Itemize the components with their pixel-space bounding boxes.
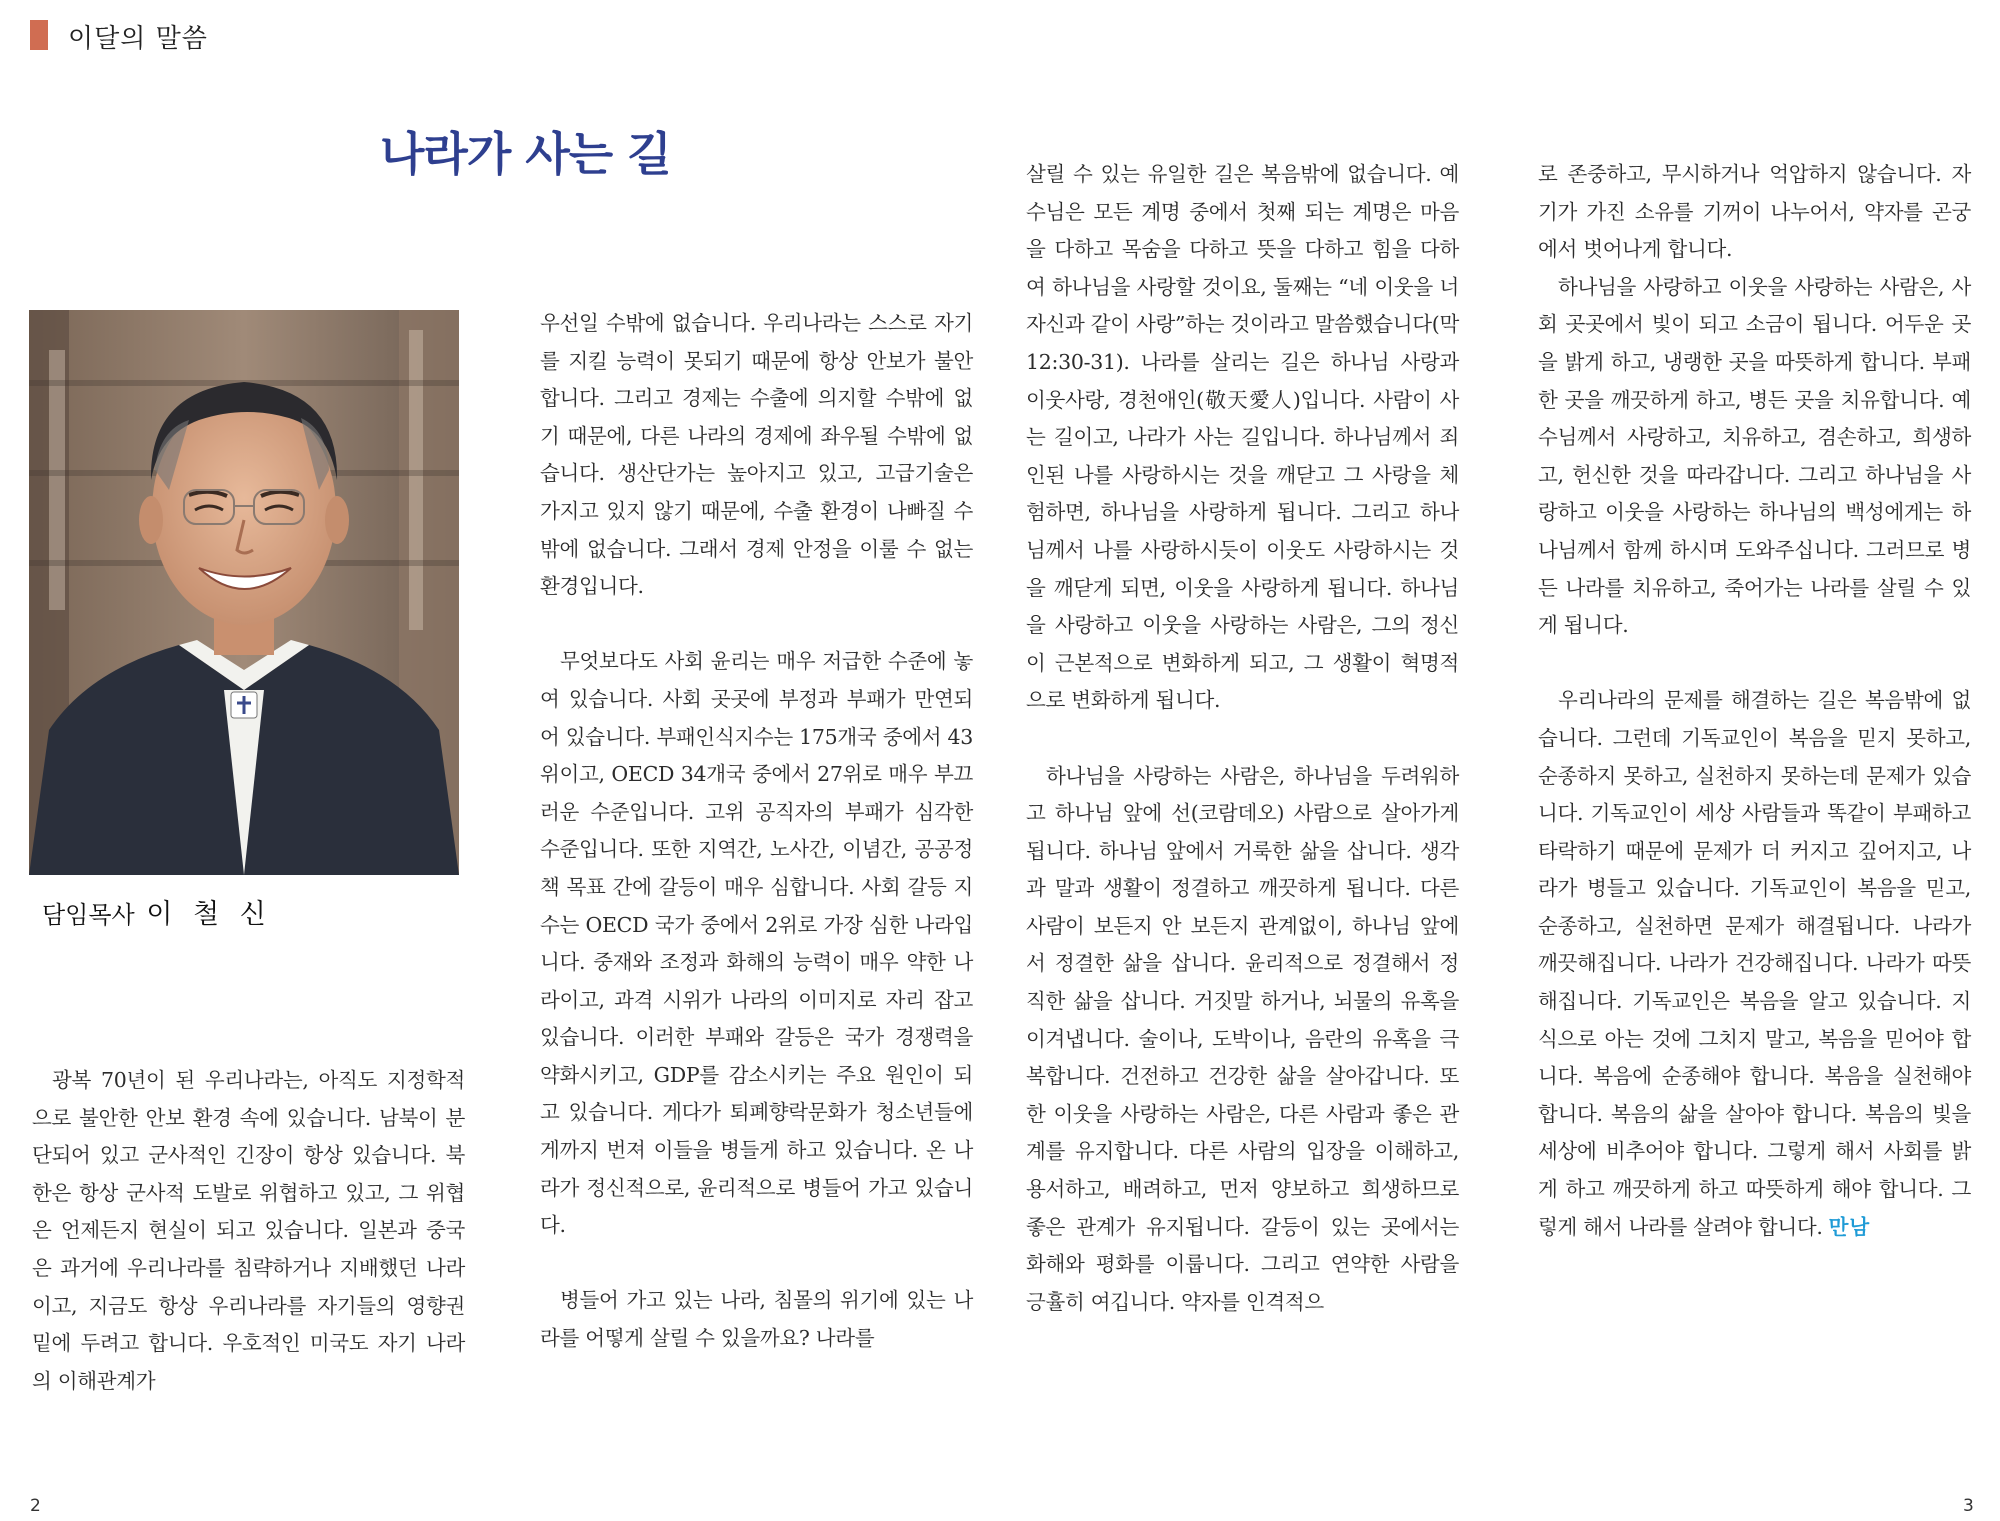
section-marker [30, 20, 48, 50]
paragraph: 살릴 수 있는 유일한 길은 복음밖에 없습니다. 예수님은 모든 계명 중에서 첫째 되는 계명은 마음을 다하고 목숨을 다하고 뜻을 다하고 힘을 다하여 하나님을 사랑할 것이요, 둘째는 “네 이웃을 너 자신과 같이 사랑”하는 것이라고 말씀했습니다(막 12:30-31). 나라를 살리는 길은 하나님 사랑과 이웃사랑, 경천애인(敬天愛人)입니다. 사람이 사는 길이고, 나라가 사는 길입니다. 하나님께서 죄인된 나를 사랑하시는 것을 깨닫고 그 사랑을 체험하면, 하나님을 사랑하게 됩니다. 그리고 하나님께서 나를 사랑하시듯이 이웃도 사랑하시는 것을 깨닫게 되면, 이웃을 사랑하게 됩니다. 하나님을 사랑하고 이웃을 사랑하는 사람은, 그의 정신이 근본적으로 변화하게 되고, 그 생활이 혁명적으로 변화하게 됩니다. [1026, 162, 1459, 713]
paragraph: 우선일 수밖에 없습니다. 우리나라는 스스로 자기를 지킬 능력이 못되기 때문에 항상 안보가 불안합니다. 그리고 경제는 수출에 의지할 수밖에 없기 때문에, 다른 나라의 경제에 좌우될 수밖에 없습니다. 생산단가는 높아지고 있고, 고급기술은 가지고 있지 않기 때문에, 수출 환경이 나빠질 수밖에 없습니다. 그래서 경제 안정을 이룰 수 없는 환경입니다. [540, 311, 973, 599]
pastor-photo [29, 310, 459, 875]
section-label: 이달의 말씀 [68, 24, 208, 54]
paragraph: 로 존중하고, 무시하거나 억압하지 않습니다. 자기가 가진 소유를 기꺼이 나누어서, 약자를 곤궁에서 벗어나게 합니다. [1538, 162, 1971, 262]
caption-role: 담임목사 [42, 901, 135, 929]
paragraph [1538, 682, 1971, 1246]
article-column-4 [1538, 156, 1971, 1246]
paragraph: 광복 70년이 된 우리나라는, 아직도 지정학적으로 불안한 안보 환경 속에 있습니다. 남북이 분단되어 있고 군사적인 긴장이 항상 있습니다. 북한은 항상 군사적 도발로 위협하고 있고, 그 위협은 언제든지 현실이 되고 있습니다. 일본과 중국은 과거에 우리나라를 침략하거나 지배했던 나라이고, 지금도 항상 우리나라를 자기들의 영향권 밑에 두려고 합니다. 우호적인 미국도 자기 나라의 이해관계가 [32, 1068, 465, 1393]
page-number-left: 2 [30, 1496, 41, 1516]
paragraph: 하나님을 사랑하는 사람은, 하나님을 두려워하고 하나님 앞에 선(코람데오) 사람으로 살아가게 됩니다. 하나님 앞에서 거룩한 삶을 삽니다. 생각과 말과 생활이 정결하고 깨끗하게 됩니다. 다른 사람이 보든지 안 보든지 관계없이, 하나님 앞에서 정결한 삶을 삽니다. 윤리적으로 정결해서 정직한 삶을 삽니다. 거짓말 하거나, 뇌물의 유혹을 이겨냅니다. 술이나, 도박이나, 음란의 유혹을 극복합니다. 건전하고 건강한 삶을 살아갑니다. 또한 이웃을 사랑하는 사람은, 다른 사람과 좋은 관계를 유지합니다. 다른 사람의 입장을 이해하고, 용서하고, 배려하고, 먼저 양보하고 희생하므로 좋은 관계가 유지됩니다. 갈등이 있는 곳에서는 화해와 평화를 이룹니다. 그리고 연약한 사람을 긍휼히 여깁니다. 약자를 인격적으 [1026, 763, 1459, 1314]
page-number-right: 3 [1963, 1496, 1974, 1516]
paragraph-text: 우리나라의 문제를 해결하는 길은 복음밖에 없습니다. 그런데 기독교인이 복음을 믿지 못하고, 순종하지 못하고, 실천하지 못하는데 문제가 있습니다. 기독교인이 세상 사람들과 똑같이 부패하고 타락하기 때문에 문제가 더 커지고 깊어지고, 나라가 병들고 있습니다. 기독교인이 복음을 믿고, 순종하고, 실천하면 문제가 해결됩니다. 나라가 깨끗해집니다. 나라가 건강해집니다. 나라가 따뜻해집니다. 기독교인은 복음을 알고 있습니다. 지식으로 아는 것에 그치지 말고, 복음을 믿어야 합니다. 복음에 순종해야 합니다. 복음을 실천해야 합니다. 복음의 삶을 살아야 합니다. 복음의 빛을 세상에 비추어야 합니다. 그렇게 해서 사회를 밝게 하고 깨끗하게 하고 따뜻하게 해야 합니다. 그렇게 해서 나라를 살려야 합니다. [1538, 688, 1971, 1239]
article-column-1 [32, 1062, 465, 1400]
article-title: 나라가 사는 길 [380, 127, 671, 181]
paragraph: 하나님을 사랑하고 이웃을 사랑하는 사람은, 사회 곳곳에서 빛이 되고 소금이 됩니다. 어두운 곳을 밝게 하고, 냉랭한 곳을 따뜻하게 합니다. 부패한 곳을 깨끗하게 하고, 병든 곳을 치유합니다. 예수님께서 사랑하고, 치유하고, 겸손하고, 희생하고, 헌신한 것을 따라갑니다. 그리고 하나님을 사랑하고 이웃을 사랑하는 하나님의 백성에게는 하나님께서 함께 하시며 도와주십니다. 그러므로 병든 나라를 치유하고, 죽어가는 나라를 살릴 수 있게 됩니다. [1538, 274, 1971, 638]
paragraph: 병들어 가고 있는 나라, 침몰의 위기에 있는 나라를 어떻게 살릴 수 있을까요? 나라를 [540, 1288, 973, 1351]
article-column-2 [540, 305, 973, 1358]
signature-mark: 만남 [1828, 1214, 1871, 1239]
photo-caption [42, 892, 272, 931]
article-column-3 [1026, 156, 1459, 1321]
caption-name: 이 철 신 [146, 899, 272, 930]
paragraph: 무엇보다도 사회 윤리는 매우 저급한 수준에 놓여 있습니다. 사회 곳곳에 부정과 부패가 만연되어 있습니다. 부패인식지수는 175개국 중에서 43위이고, OECD 34개국 중에서 27위로 매우 부끄러운 수준입니다. 고위 공직자의 부패가 심각한 수준입니다. 또한 지역간, 노사간, 이념간, 공공정책 목표 간에 갈등이 매우 심합니다. 사회 갈등 지수는 OECD 국가 중에서 2위로 가장 심한 나라입니다. 중재와 조정과 화해의 능력이 매우 약한 나라이고, 과격 시위가 나라의 이미지로 자리 잡고 있습니다. 이러한 부패와 갈등은 국가 경쟁력을 약화시키고, GDP를 감소시키는 주요 원인이 되고 있습니다. 게다가 퇴폐향락문화가 청소년들에게까지 번져 이들을 병들게 하고 있습니다. 온 나라가 정신적으로, 윤리적으로 병들어 가고 있습니다. [540, 649, 973, 1238]
